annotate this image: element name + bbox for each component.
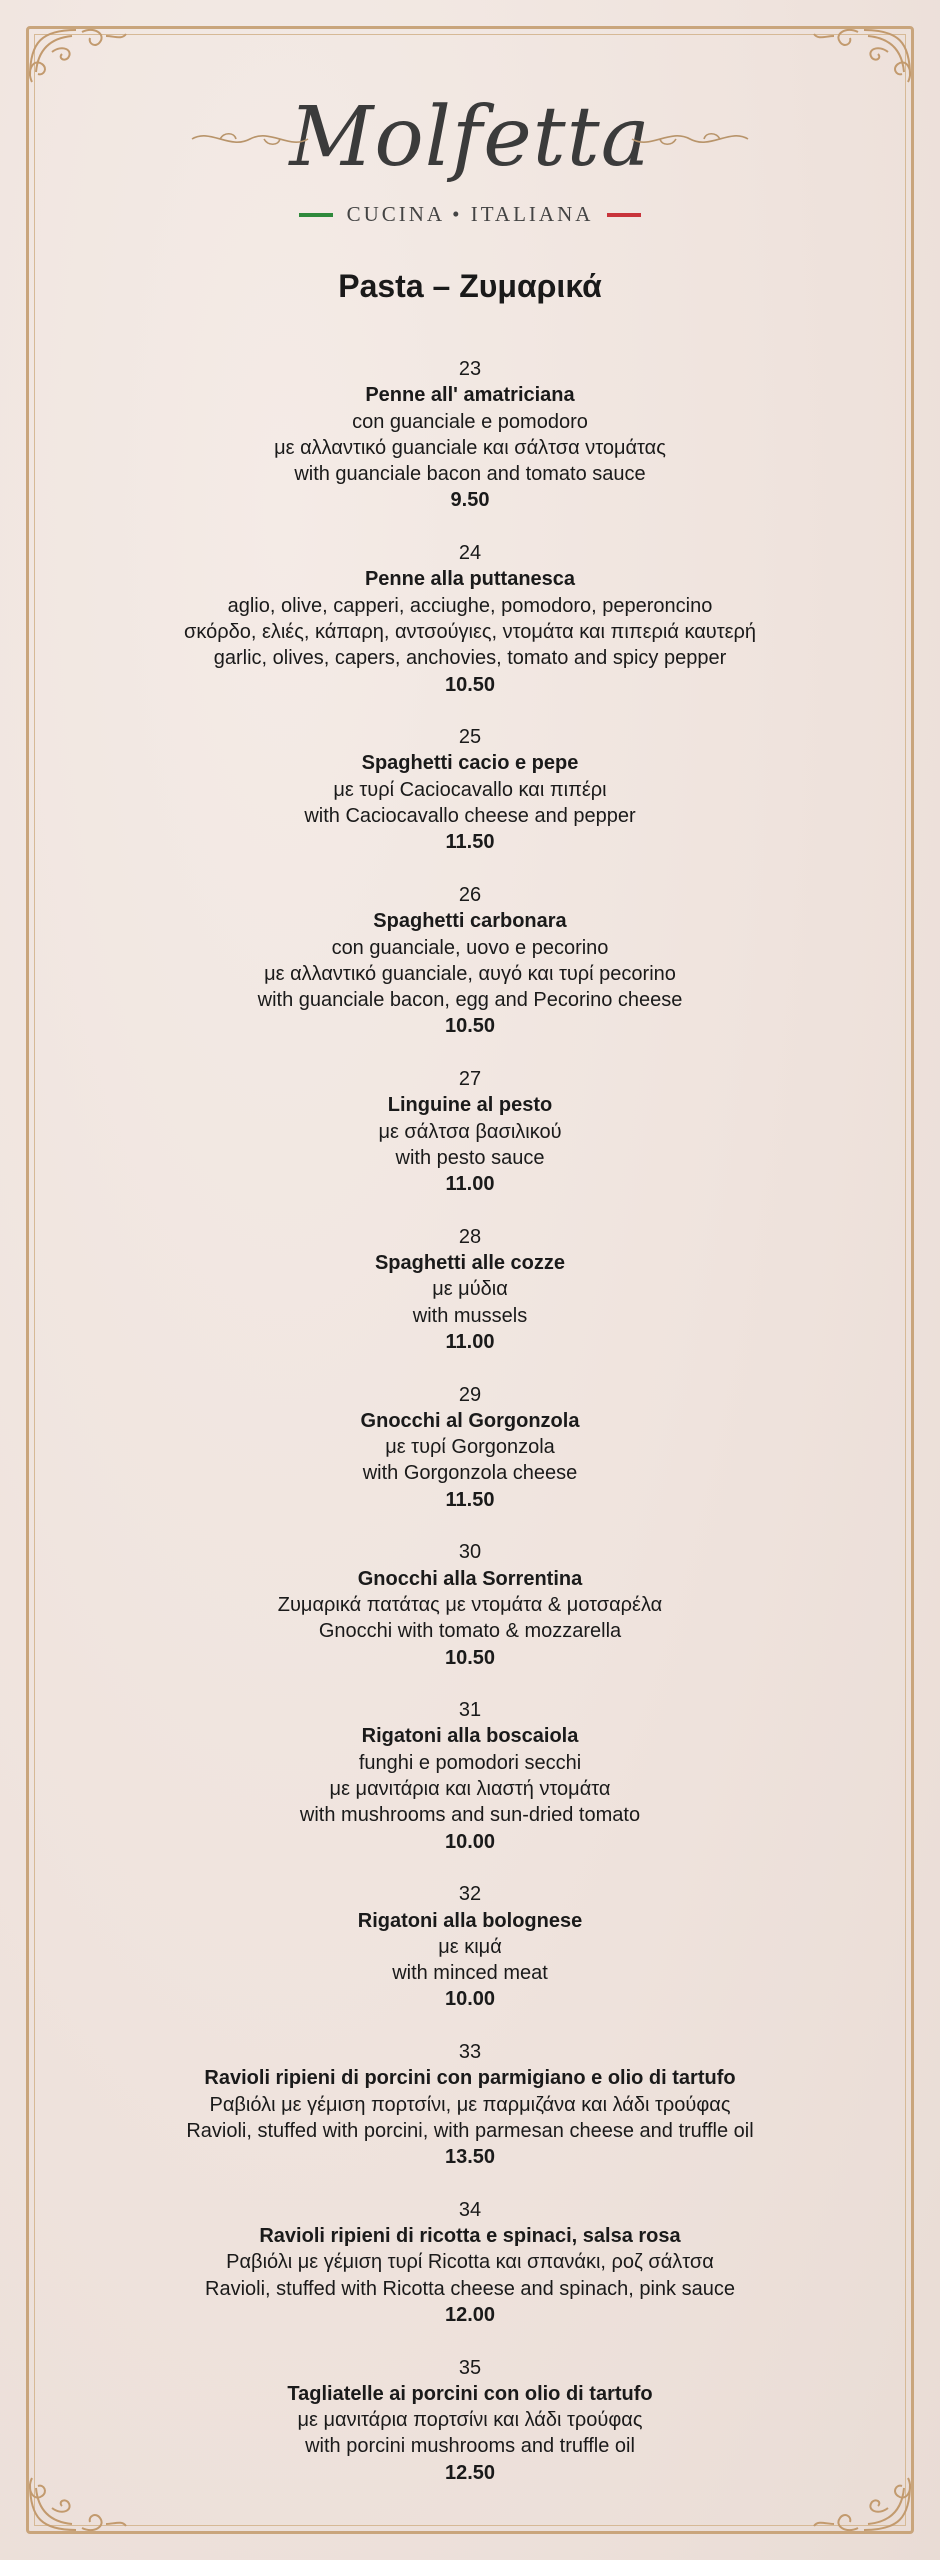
section-title: Pasta – Ζυμαρικά — [338, 268, 602, 304]
item-description: με μύδια — [432, 1278, 508, 1301]
menu-item — [0, 2197, 940, 2328]
menu-item — [0, 1881, 940, 2012]
item-name: Linguine al pesto — [387, 1094, 553, 1117]
italian-flag-red-bar — [607, 213, 641, 217]
item-number: 24 — [458, 542, 482, 565]
item-price: 11.50 — [445, 1488, 495, 1511]
item-description: con guanciale, uovo e pecorino — [331, 936, 609, 959]
menu-item — [0, 2355, 940, 2486]
menu-item — [0, 1697, 940, 1855]
item-description: garlic, olives, capers, anchovies, tomato and spicy pepper — [213, 647, 727, 670]
item-number: 27 — [458, 1068, 482, 1091]
item-description: με τυρί Gorgonzola — [385, 1436, 555, 1459]
corner-ornament-icon — [808, 22, 918, 84]
item-name: Rigatoni alla boscaiola — [361, 1725, 579, 1748]
italian-flag-green-bar — [299, 213, 333, 217]
menu-item — [0, 1224, 940, 1355]
item-name: Spaghetti carbonara — [373, 910, 567, 933]
item-number: 28 — [458, 1225, 482, 1248]
menu-item — [0, 1066, 940, 1197]
item-number: 26 — [458, 883, 482, 906]
menu-item — [0, 356, 940, 514]
menu-header — [0, 82, 940, 227]
item-description: σκόρδο, ελιές, κάπαρη, αντσούγιες, ντομάτα και πιπεριά καυτερή — [183, 620, 757, 643]
item-description: με μανιτάρια και λιαστή ντομάτα — [329, 1778, 611, 1801]
item-name: Penne all' amatriciana — [365, 384, 575, 407]
menu-item — [0, 1382, 940, 1513]
item-name: Spaghetti cacio e pepe — [361, 752, 579, 775]
menu-item — [0, 2039, 940, 2170]
item-description: Ravioli, stuffed with porcini, with parmesan cheese and truffle oil — [186, 2119, 754, 2142]
item-name: Penne alla puttanesca — [364, 568, 576, 591]
item-number: 30 — [458, 1541, 482, 1564]
menu-item — [0, 540, 940, 698]
item-name: Gnocchi al Gorgonzola — [360, 1409, 580, 1432]
item-description: with guanciale bacon, egg and Pecorino cheese — [257, 989, 683, 1012]
item-name: Spaghetti alle cozze — [374, 1252, 566, 1275]
item-number: 33 — [458, 2041, 482, 2063]
item-name: Rigatoni alla bolognese — [357, 1909, 583, 1932]
menu-items-list — [0, 356, 940, 2512]
item-number: 25 — [458, 726, 482, 749]
item-description: Ζυμαρικά πατάτας με ντομάτα & μοτσαρέλα — [277, 1593, 663, 1616]
item-description: with Caciocavallo cheese and pepper — [304, 805, 636, 828]
item-description: with minced meat — [392, 1962, 548, 1985]
item-name: Gnocchi alla Sorrentina — [357, 1567, 583, 1590]
item-price: 9.50 — [450, 489, 490, 512]
item-description: με τυρί Caciocavallo και πιπέρι — [333, 778, 607, 801]
item-number: 31 — [458, 1699, 482, 1722]
item-price: 10.50 — [444, 1646, 496, 1669]
item-name: Tagliatelle ai porcini con olio di tartufo — [287, 2382, 653, 2405]
item-description: with porcini mushrooms and truffle oil — [305, 2435, 635, 2458]
menu-item — [0, 1539, 940, 1670]
item-description: funghi e pomodori secchi — [358, 1751, 582, 1774]
item-number: 23 — [458, 358, 482, 380]
flourish-icon — [190, 126, 310, 152]
item-number: 34 — [458, 2198, 482, 2221]
item-number: 29 — [458, 1383, 482, 1406]
flourish-icon — [630, 126, 750, 152]
item-description: Ravioli, stuffed with Ricotta cheese and spinach, pink sauce — [205, 2277, 735, 2300]
item-description: with Gorgonzola cheese — [362, 1462, 578, 1485]
brand-logo: Molfetta — [289, 90, 651, 185]
item-description: Gnocchi with tomato & mozzarella — [318, 1620, 622, 1643]
item-description: with pesto sauce — [395, 1146, 545, 1169]
item-description: Ραβιόλι με γέμιση τυρί Ricotta και σπανάκι, ροζ σάλτσα — [226, 2251, 714, 2274]
item-number: 32 — [458, 1883, 482, 1906]
item-description: aglio, olive, capperi, acciughe, pomodoro, peperoncino — [227, 594, 713, 617]
item-price: 10.00 — [444, 1988, 496, 2011]
item-price: 13.50 — [444, 2146, 496, 2169]
item-description: με κιμά — [438, 1935, 502, 1958]
item-price: 12.00 — [444, 2303, 496, 2326]
item-price: 10.50 — [444, 673, 496, 696]
item-description: με αλλαντικό guanciale, αυγό και τυρί pecorino — [264, 962, 676, 985]
item-description: with mussels — [412, 1304, 528, 1327]
corner-ornament-icon — [22, 22, 132, 84]
item-name: Ravioli ripieni di porcini con parmigiano e olio di tartufo — [204, 2067, 736, 2090]
item-name: Ravioli ripieni di ricotta e spinaci, salsa rosa — [259, 2225, 681, 2248]
item-description: with mushrooms and sun-dried tomato — [299, 1804, 641, 1827]
item-description: με μανιτάρια πορτσίνι και λάδι τρούφας — [297, 2409, 643, 2432]
menu-item — [0, 724, 940, 855]
menu-item — [0, 882, 940, 1040]
item-price: 11.00 — [445, 1330, 495, 1353]
item-price: 11.50 — [445, 831, 495, 854]
item-price: 10.50 — [444, 1015, 496, 1038]
item-description: με αλλαντικό guanciale και σάλτσα ντομάτας — [274, 436, 666, 459]
item-number: 35 — [458, 2356, 482, 2379]
brand-tagline: CUCINA • ITALIANA — [346, 202, 594, 226]
item-price: 12.50 — [444, 2461, 496, 2484]
item-description: Ραβιόλι με γέμιση πορτσίνι, με παρμιζάνα και λάδι τρούφας — [209, 2093, 731, 2116]
item-description: with guanciale bacon and tomato sauce — [294, 463, 646, 486]
item-price: 10.00 — [444, 1830, 496, 1853]
item-description: con guanciale e pomodoro — [352, 410, 588, 433]
item-price: 11.00 — [445, 1173, 495, 1196]
item-description: με σάλτσα βασιλικού — [378, 1120, 562, 1143]
